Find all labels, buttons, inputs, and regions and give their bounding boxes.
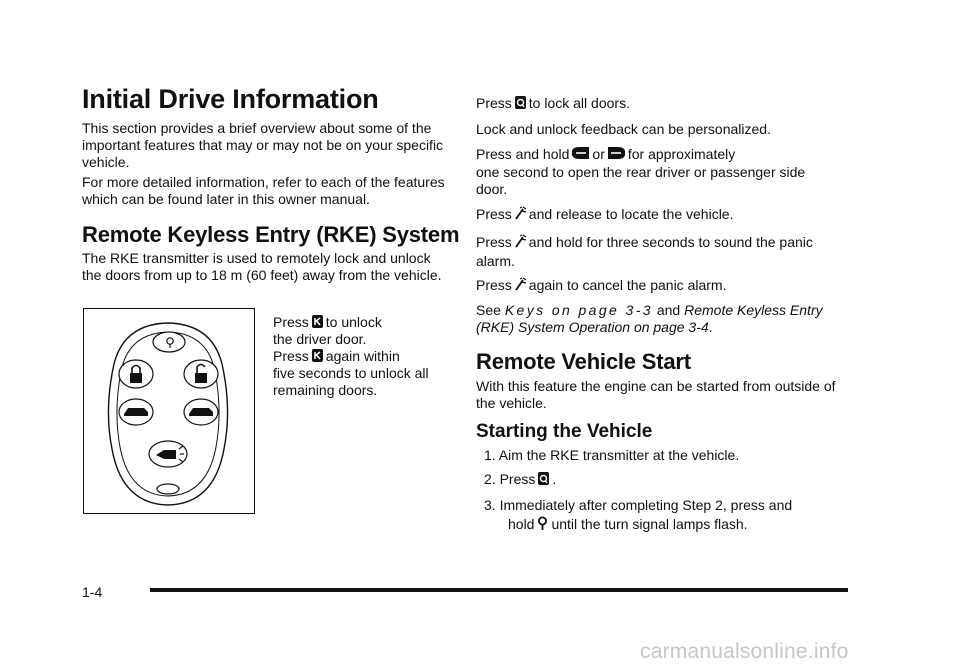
rke-heading: Remote Keyless Entry (RKE) System <box>82 222 460 247</box>
panic-line-1 <box>476 234 856 251</box>
unlock-driver-text-b: to unlock <box>325 314 382 330</box>
step-3-line-1: 3. Immediately after completing Step 2, press and <box>484 497 793 513</box>
unlock-all-line-2: five seconds to unlock all remaining doors. <box>273 365 429 398</box>
lock-line <box>476 95 856 112</box>
period-text: . <box>708 319 713 335</box>
page-title: Initial Drive Information <box>82 84 379 114</box>
step-3-text-c: until the turn signal lamps flash. <box>551 516 748 532</box>
lock-icon <box>514 95 527 110</box>
rear-door-icon <box>607 146 626 161</box>
unlock-all-text-b: again within <box>325 348 400 364</box>
personalize-line: Lock and unlock feedback can be personalized. <box>476 121 771 137</box>
cancel-panic-line <box>476 277 856 294</box>
rear-door-line-2: one second to open the rear driver or passenger side door. <box>476 164 806 197</box>
unlock-driver-line-2: the driver door. <box>273 331 367 347</box>
rear-door-icon <box>571 146 590 161</box>
reference-keys-link[interactable]: Keys on page 3-3 <box>504 302 653 318</box>
step-2-text-a: 2. Press <box>484 471 536 487</box>
lock-icon <box>537 471 550 486</box>
see-references <box>476 302 826 336</box>
cancel-text-b: again to cancel the panic alarm. <box>528 277 727 293</box>
and-text: and <box>656 302 681 318</box>
locate-text-b: and release to locate the vehicle. <box>528 206 734 222</box>
panic-text-a: Press <box>476 234 512 250</box>
rke-description: The RKE transmitter is used to remotely lock and unlock the doors from up to 18 m (60 feet) away from the vehicle. <box>82 250 442 283</box>
intro-paragraph-1: This section provides a brief overview about some of the important features that may or may not be on your specific vehicle. <box>82 120 444 170</box>
intro-paragraph-2: For more detailed information, refer to each of the features which can be found later in this owner manual. <box>82 174 445 207</box>
step-2 <box>484 471 854 488</box>
panic-text-b: and hold for three seconds to sound the panic <box>528 234 813 250</box>
footer-rule <box>150 588 848 592</box>
rear-door-text-a: Press and hold <box>476 146 570 162</box>
starting-vehicle-heading: Starting the Vehicle <box>476 421 653 442</box>
remote-start-heading: Remote Vehicle Start <box>476 349 691 374</box>
locate-line <box>476 206 856 223</box>
panic-horn-icon <box>514 234 527 249</box>
watermark: carmanualsonline.info <box>640 640 849 663</box>
step-2-text-b: . <box>552 471 557 487</box>
remote-start-description: With this feature the engine can be started from outside of the vehicle. <box>476 378 836 411</box>
panic-horn-icon <box>514 206 527 221</box>
unlock-all-line <box>273 348 453 365</box>
panic-horn-icon <box>514 277 527 292</box>
step-3-line-2 <box>508 516 853 533</box>
locate-text-a: Press <box>476 206 512 222</box>
page-number: 1-4 <box>82 584 103 600</box>
rear-door-text-or: or <box>592 146 605 162</box>
rear-door-line-1 <box>476 146 856 163</box>
rke-transmitter-illustration <box>83 308 255 514</box>
step-3-text-b: hold <box>508 516 535 532</box>
remote-start-icon <box>536 516 549 531</box>
unlock-icon <box>311 348 324 363</box>
unlock-icon <box>311 314 324 329</box>
rear-door-text-b: for approximately <box>627 146 736 162</box>
lock-text-b: to lock all doors. <box>528 95 630 111</box>
unlock-all-text-a: Press <box>273 348 309 364</box>
see-text: See <box>476 302 501 318</box>
unlock-driver-line-1 <box>273 314 453 331</box>
reference-rke-operation-link[interactable]: Remote Keyless Entry (RKE) System Operation on page 3-4 <box>476 302 823 335</box>
step-1: 1. Aim the RKE transmitter at the vehicle. <box>484 447 740 463</box>
cancel-text-a: Press <box>476 277 512 293</box>
panic-line-2: alarm. <box>476 253 515 269</box>
unlock-driver-text-a: Press <box>273 314 309 330</box>
lock-text-a: Press <box>476 95 512 111</box>
